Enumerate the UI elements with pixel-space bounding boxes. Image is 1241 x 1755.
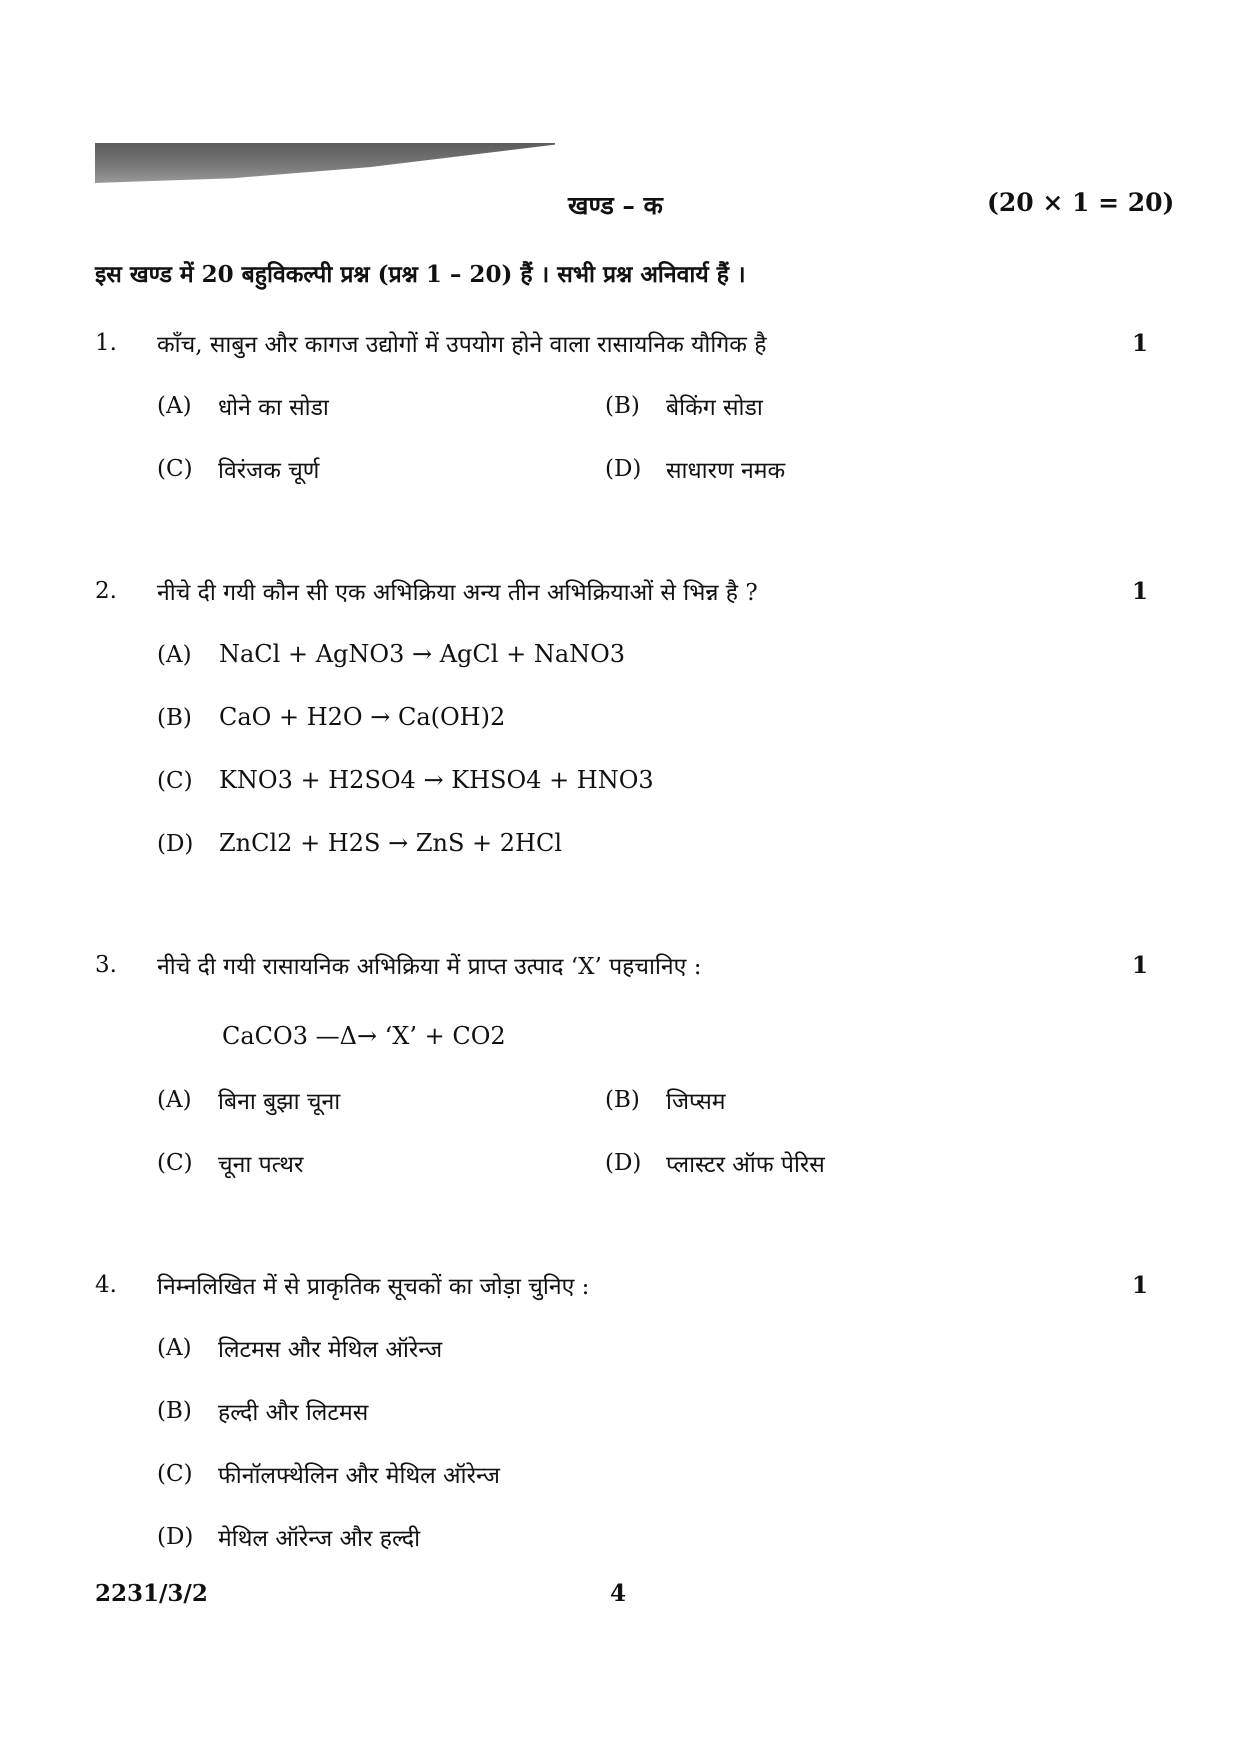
option-text: विरंजक चूर्ण xyxy=(218,458,320,484)
question-text: नीचे दी गयी कौन सी एक अभिक्रिया अन्य तीन अभिक्रियाओं से भिन्न है ? xyxy=(157,580,758,606)
option-text: बिना बुझा चूना xyxy=(218,1089,341,1115)
option-equation: CaO + H2O → Ca(OH)2 xyxy=(219,703,506,731)
option-label: (A) xyxy=(157,642,192,668)
question-marks: 1 xyxy=(1132,330,1149,357)
option-text: जिप्सम xyxy=(666,1089,726,1115)
page-number: 4 xyxy=(610,1580,627,1607)
option-label: (C) xyxy=(157,1150,193,1176)
option-label: (A) xyxy=(157,1335,192,1361)
option-label: (D) xyxy=(157,1524,194,1550)
option-equation: NaCl + AgNO3 → AgCl + NaNO3 xyxy=(219,640,626,668)
question-number: 3. xyxy=(95,952,117,978)
header-decorative-bar xyxy=(95,143,555,183)
question-number: 2. xyxy=(95,578,117,604)
option-label: (B) xyxy=(605,393,640,419)
option-label: (A) xyxy=(157,1087,192,1113)
question-text: काँच, साबुन और कागज उद्योगों में उपयोग होने वाला रासायनिक यौगिक है xyxy=(157,332,767,358)
option-label: (B) xyxy=(605,1087,640,1113)
paper-code: 2231/3/2 xyxy=(95,1580,208,1607)
option-text: धोने का सोडा xyxy=(218,395,329,421)
option-text: लिटमस और मेथिल ऑरेन्ज xyxy=(218,1337,443,1363)
option-label: (D) xyxy=(605,1150,642,1176)
option-equation: KNO3 + H2SO4 → KHSO4 + HNO3 xyxy=(219,766,654,794)
option-label: (B) xyxy=(157,1398,192,1424)
question-number: 1. xyxy=(95,330,117,356)
option-text: बेकिंग सोडा xyxy=(666,395,763,421)
option-label: (B) xyxy=(157,705,192,731)
question-text: नीचे दी गयी रासायनिक अभिक्रिया में प्राप्त उत्पाद ‘X’ पहचानिए : xyxy=(157,954,702,980)
option-label: (C) xyxy=(157,456,193,482)
option-text: प्लास्टर ऑफ पेरिस xyxy=(666,1152,825,1178)
option-label: (A) xyxy=(157,393,192,419)
section-marks: (20 × 1 = 20) xyxy=(987,188,1175,217)
question-number: 4. xyxy=(95,1272,117,1298)
question-marks: 1 xyxy=(1132,952,1149,979)
option-label: (D) xyxy=(605,456,642,482)
question-marks: 1 xyxy=(1132,1272,1149,1299)
section-title: खण्ड – क xyxy=(568,191,663,220)
option-equation: ZnCl2 + H2S → ZnS + 2HCl xyxy=(219,829,562,857)
option-text: मेथिल ऑरेन्ज और हल्दी xyxy=(218,1526,421,1552)
option-text: चूना पत्थर xyxy=(218,1152,304,1178)
question-text: निम्नलिखित में से प्राकृतिक सूचकों का जोड़ा चुनिए : xyxy=(157,1274,590,1300)
option-label: (C) xyxy=(157,768,193,794)
question-marks: 1 xyxy=(1132,578,1149,605)
reaction-equation: CaCO3 —Δ→ ‘X’ + CO2 xyxy=(222,1022,506,1050)
option-text: साधारण नमक xyxy=(666,458,786,484)
option-text: हल्दी और लिटमस xyxy=(218,1400,369,1426)
section-instructions: इस खण्ड में 20 बहुविकल्पी प्रश्न (प्रश्न 1 – 20) हैं । सभी प्रश्न अनिवार्य हैं । xyxy=(95,261,746,288)
option-label: (C) xyxy=(157,1461,193,1487)
option-text: फीनॉलफ्थेलिन और मेथिल ऑरेन्ज xyxy=(218,1463,500,1489)
option-label: (D) xyxy=(157,831,194,857)
